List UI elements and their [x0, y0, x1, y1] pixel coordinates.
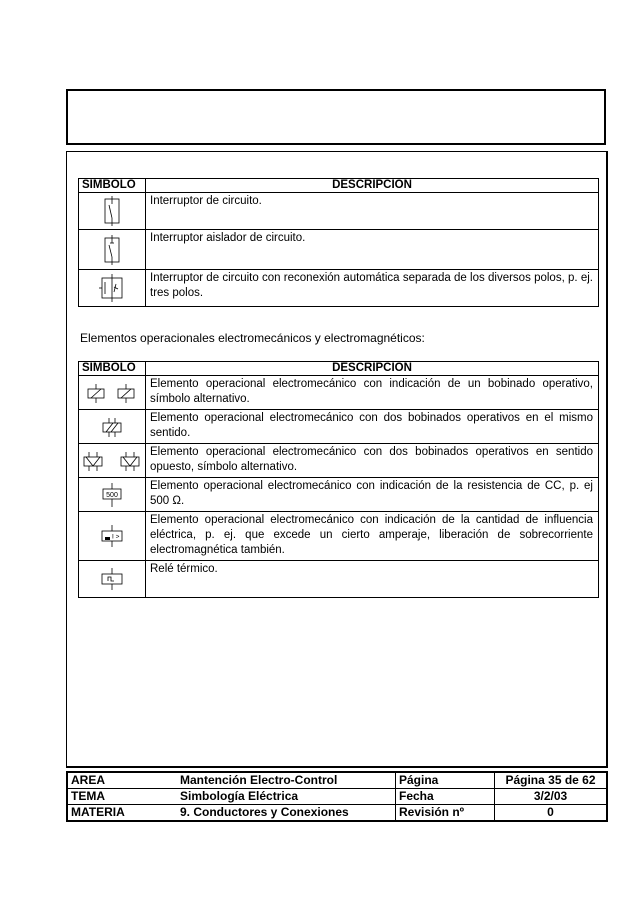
circuit-breaker-icon — [102, 196, 122, 226]
description-cell: Elemento operacional electromecánico con dos bobinados operativos en sentido opuesto, símbolo alternativo. — [146, 444, 599, 478]
relay-two-windings-same-icon — [100, 416, 124, 438]
table-row — [79, 478, 599, 512]
symbol-table-relays — [78, 361, 599, 598]
symbol-cell — [79, 376, 146, 410]
symbol-cell — [79, 193, 146, 230]
symbol-cell — [79, 478, 146, 512]
symbol-cell — [79, 230, 146, 270]
footer-key: Página — [396, 772, 495, 789]
footer-label: MATERIA — [67, 805, 177, 822]
footer-label: TEMA — [67, 789, 177, 805]
auto-reclosing-three-pole-breaker-icon — [99, 274, 125, 302]
relay-overcurrent-icon — [100, 523, 124, 549]
footer-key-value: Página 35 de 62 — [495, 772, 608, 789]
description-cell: Interruptor de circuito con reconexión automática separada de los diversos polos, p. ej. tres polos. — [146, 270, 599, 307]
description-cell: Interruptor de circuito. — [146, 193, 599, 230]
description-cell: Elemento operacional electromecánico con dos bobinados operativos en el mismo sentido. — [146, 410, 599, 444]
footer-value: 9. Conductores y Conexiones — [177, 805, 396, 822]
footer-row — [67, 789, 607, 805]
column-header-symbol: SIMBOLO — [79, 362, 146, 376]
table-row — [79, 230, 599, 270]
table-row — [79, 410, 599, 444]
circuit-breaker-disconnector-icon — [102, 235, 122, 265]
relay-coil-icon — [84, 382, 140, 404]
table-header-row — [79, 179, 599, 193]
description-cell: Elemento operacional electromecánico con indicación de la resistencia de CC, p. ej 500 Ω. — [146, 478, 599, 512]
table-row — [79, 561, 599, 598]
symbol-cell — [79, 270, 146, 307]
footer-key: Revisión nº — [396, 805, 495, 822]
overcurrent-label: I > — [112, 533, 120, 541]
symbol-cell — [79, 444, 146, 478]
relay-two-windings-opposite-icon — [81, 450, 143, 472]
column-header-description: DESCRIPCION — [146, 179, 599, 193]
section-heading: Elementos operacionales electromecánicos y electromagnéticos: — [80, 331, 425, 345]
table-row — [79, 444, 599, 478]
column-header-symbol: SIMBOLO — [79, 179, 146, 193]
footer-value: Mantención Electro-Control — [177, 772, 396, 789]
footer-key: Fecha — [396, 789, 495, 805]
thermal-relay-icon — [100, 567, 124, 591]
symbol-cell — [79, 561, 146, 598]
description-cell: Elemento operacional electromecánico con indicación de un bobinado operativo, símbolo alternativo. — [146, 376, 599, 410]
description-cell: Elemento operacional electromecánico con indicación de la cantidad de influencia eléctrica, p. ej. que excede un cierto amperaje, liberación de sobrecorriente electromagnética también. — [146, 512, 599, 561]
description-cell: Relé térmico. — [146, 561, 599, 598]
document-footer — [66, 771, 608, 822]
table-row — [79, 270, 599, 307]
footer-row — [67, 772, 607, 789]
footer-key-value: 0 — [495, 805, 608, 822]
header-box — [66, 89, 606, 145]
relay-resistance-icon — [100, 483, 124, 507]
footer-row — [67, 805, 607, 822]
symbol-table-breakers — [78, 178, 599, 307]
footer-key-value: 3/2/03 — [495, 789, 608, 805]
table-header-row — [79, 362, 599, 376]
description-cell: Interruptor aislador de circuito. — [146, 230, 599, 270]
table-row — [79, 193, 599, 230]
symbol-cell — [79, 410, 146, 444]
table-row — [79, 512, 599, 561]
footer-label: AREA — [67, 772, 177, 789]
resistance-label: 500 — [106, 491, 118, 499]
footer-value: Simbología Eléctrica — [177, 789, 396, 805]
table-row — [79, 376, 599, 410]
symbol-cell — [79, 512, 146, 561]
column-header-description: DESCRIPCION — [146, 362, 599, 376]
